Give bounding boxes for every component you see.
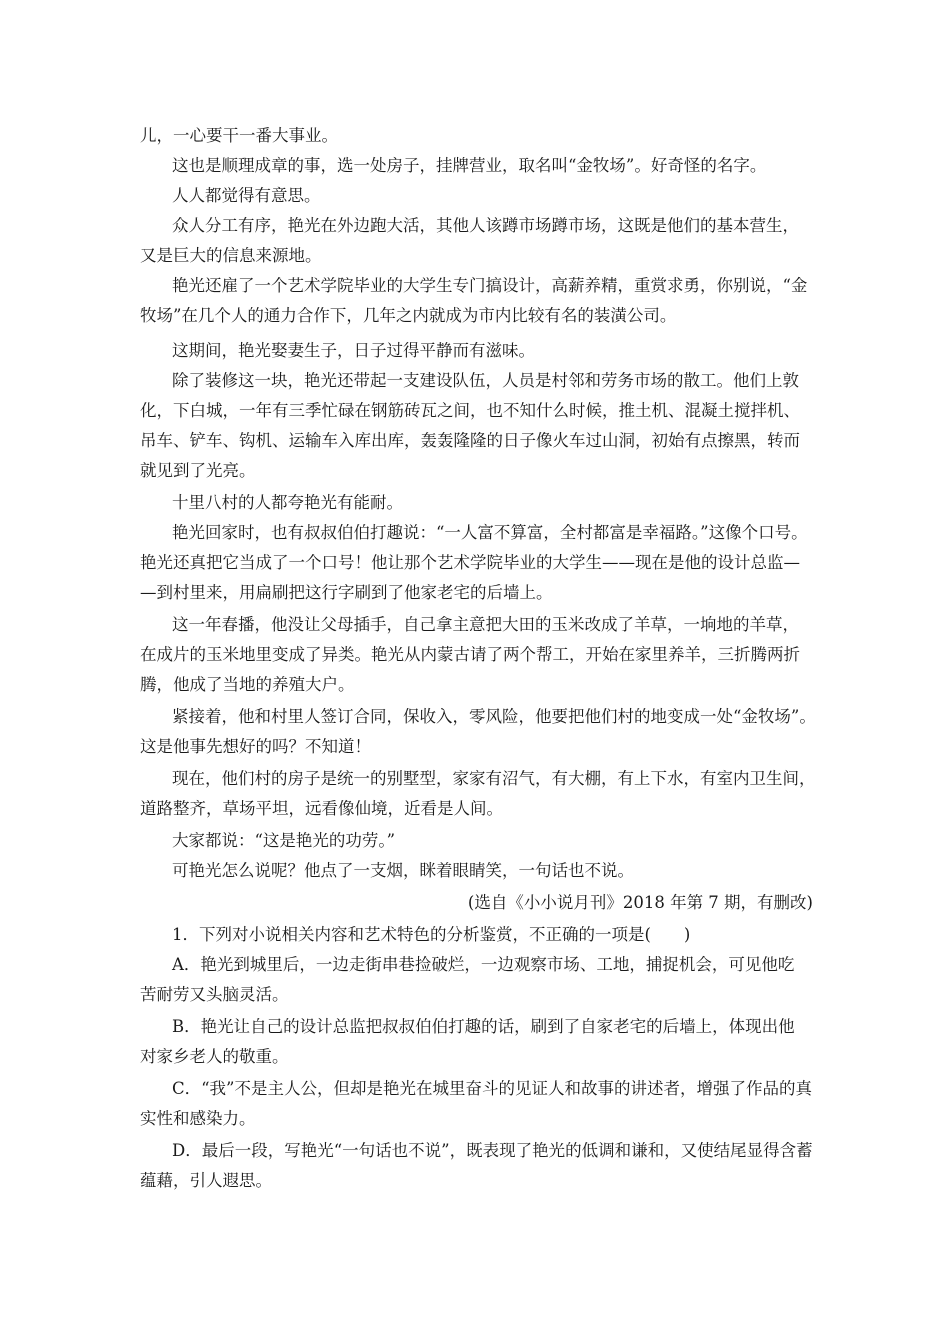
option-d-line: 蕴藉，引人遐思。 (140, 1171, 272, 1190)
text-line: 腾，他成了当地的养殖大户。 (140, 675, 355, 694)
text-line: 十里八村的人都夸艳光有能耐。 (172, 493, 403, 512)
option-c-line: C．“我”不是主人公，但却是艳光在城里奋斗的见证人和故事的讲述者，增强了作品的真 (172, 1079, 812, 1098)
option-b-line: 对家乡老人的敬重。 (140, 1047, 289, 1066)
text-line: 吊车、铲车、钩机、运输车入库出库，轰轰隆隆的日子像火车过山洞，初始有点擦黑，转而 (140, 431, 800, 450)
text-line: 化，下白城，一年有三季忙碌在钢筋砖瓦之间，也不知什么时候，推土机、混凝土搅拌机、 (140, 401, 800, 420)
text-line: 人人都觉得有意思。 (172, 186, 321, 205)
text-line: 艳光回家时，也有叔叔伯伯打趣说：“一人富不算富，全村都富是幸福路。”这像个口号。 (172, 523, 808, 542)
text-line: 众人分工有序，艳光在外边跑大活，其他人该蹲市场蹲市场，这既是他们的基本营生， (172, 216, 799, 235)
text-line: 这是他事先想好的吗？不知道！ (140, 737, 371, 756)
text-line: 在成片的玉米地里变成了异类。艳光从内蒙古请了两个帮工，开始在家里养羊，三折腾两折 (140, 645, 800, 664)
option-b-line: B．艳光让自己的设计总监把叔叔伯伯打趣的话，刷到了自家老宅的后墙上，体现出他 (172, 1017, 795, 1036)
source-citation: (选自《小小说月刊》2018 年第 7 期，有删改) (467, 893, 813, 912)
text-line: 道路整齐，草场平坦，远看像仙境，近看是人间。 (140, 799, 503, 818)
text-line: 现在，他们村的房子是统一的别墅型，家家有沼气，有大棚，有上下水，有室内卫生间， (172, 769, 816, 788)
option-a-line: A．艳光到城里后，一边走街串巷捡破烂，一边观察市场、工地，捕捉机会，可见他吃 (172, 955, 795, 974)
text-line: 紧接着，他和村里人签订合同，保收入，零风险，他要把他们村的地变成一处“金牧场”。 (172, 707, 816, 726)
text-line: 除了装修这一块，艳光还带起一支建设队伍，人员是村邻和劳务市场的散工。他们上敦 (172, 371, 799, 390)
text-line: 这一年春播，他没让父母插手，自己拿主意把大田的玉米改成了羊草，一垧地的羊草， (172, 615, 799, 634)
option-c-line: 实性和感染力。 (140, 1109, 256, 1128)
text-line: 这期间，艳光娶妻生子，日子过得平静而有滋味。 (172, 341, 535, 360)
text-line: 又是巨大的信息来源地。 (140, 246, 322, 265)
text-line: 就见到了光亮。 (140, 461, 256, 480)
text-line: —到村里来，用扁刷把这行字刷到了他家老宅的后墙上。 (140, 583, 553, 602)
text-line: 可艳光怎么说呢？他点了一支烟，眯着眼睛笑，一句话也不说。 (172, 861, 634, 880)
option-a-line: 苦耐劳又头脑灵活。 (140, 985, 289, 1004)
text-line: 艳光还雇了一个艺术学院毕业的大学生专门搞设计，高薪养精，重赏求勇，你别说，“金 (172, 276, 808, 295)
text-line: 艳光还真把它当成了一个口号！他让那个艺术学院毕业的大学生——现在是他的设计总监— (140, 553, 800, 572)
question-stem: 1．下列对小说相关内容和艺术特色的分析鉴赏，不正确的一项是( ) (172, 925, 691, 944)
text-line: 牧场”在几个人的通力合作下，几年之内就成为市内比较有名的装潢公司。 (140, 306, 677, 325)
text-line: 儿，一心要干一番大事业。 (140, 126, 338, 145)
text-line: 这也是顺理成章的事，选一处房子，挂牌营业，取名叫“金牧场”。好奇怪的名字。 (172, 156, 767, 175)
option-d-line: D．最后一段，写艳光“一句话也不说”，既表现了艳光的低调和谦和，又使结尾显得含蓄 (172, 1141, 813, 1160)
text-line: 大家都说：“这是艳光的功劳。” (172, 831, 396, 850)
